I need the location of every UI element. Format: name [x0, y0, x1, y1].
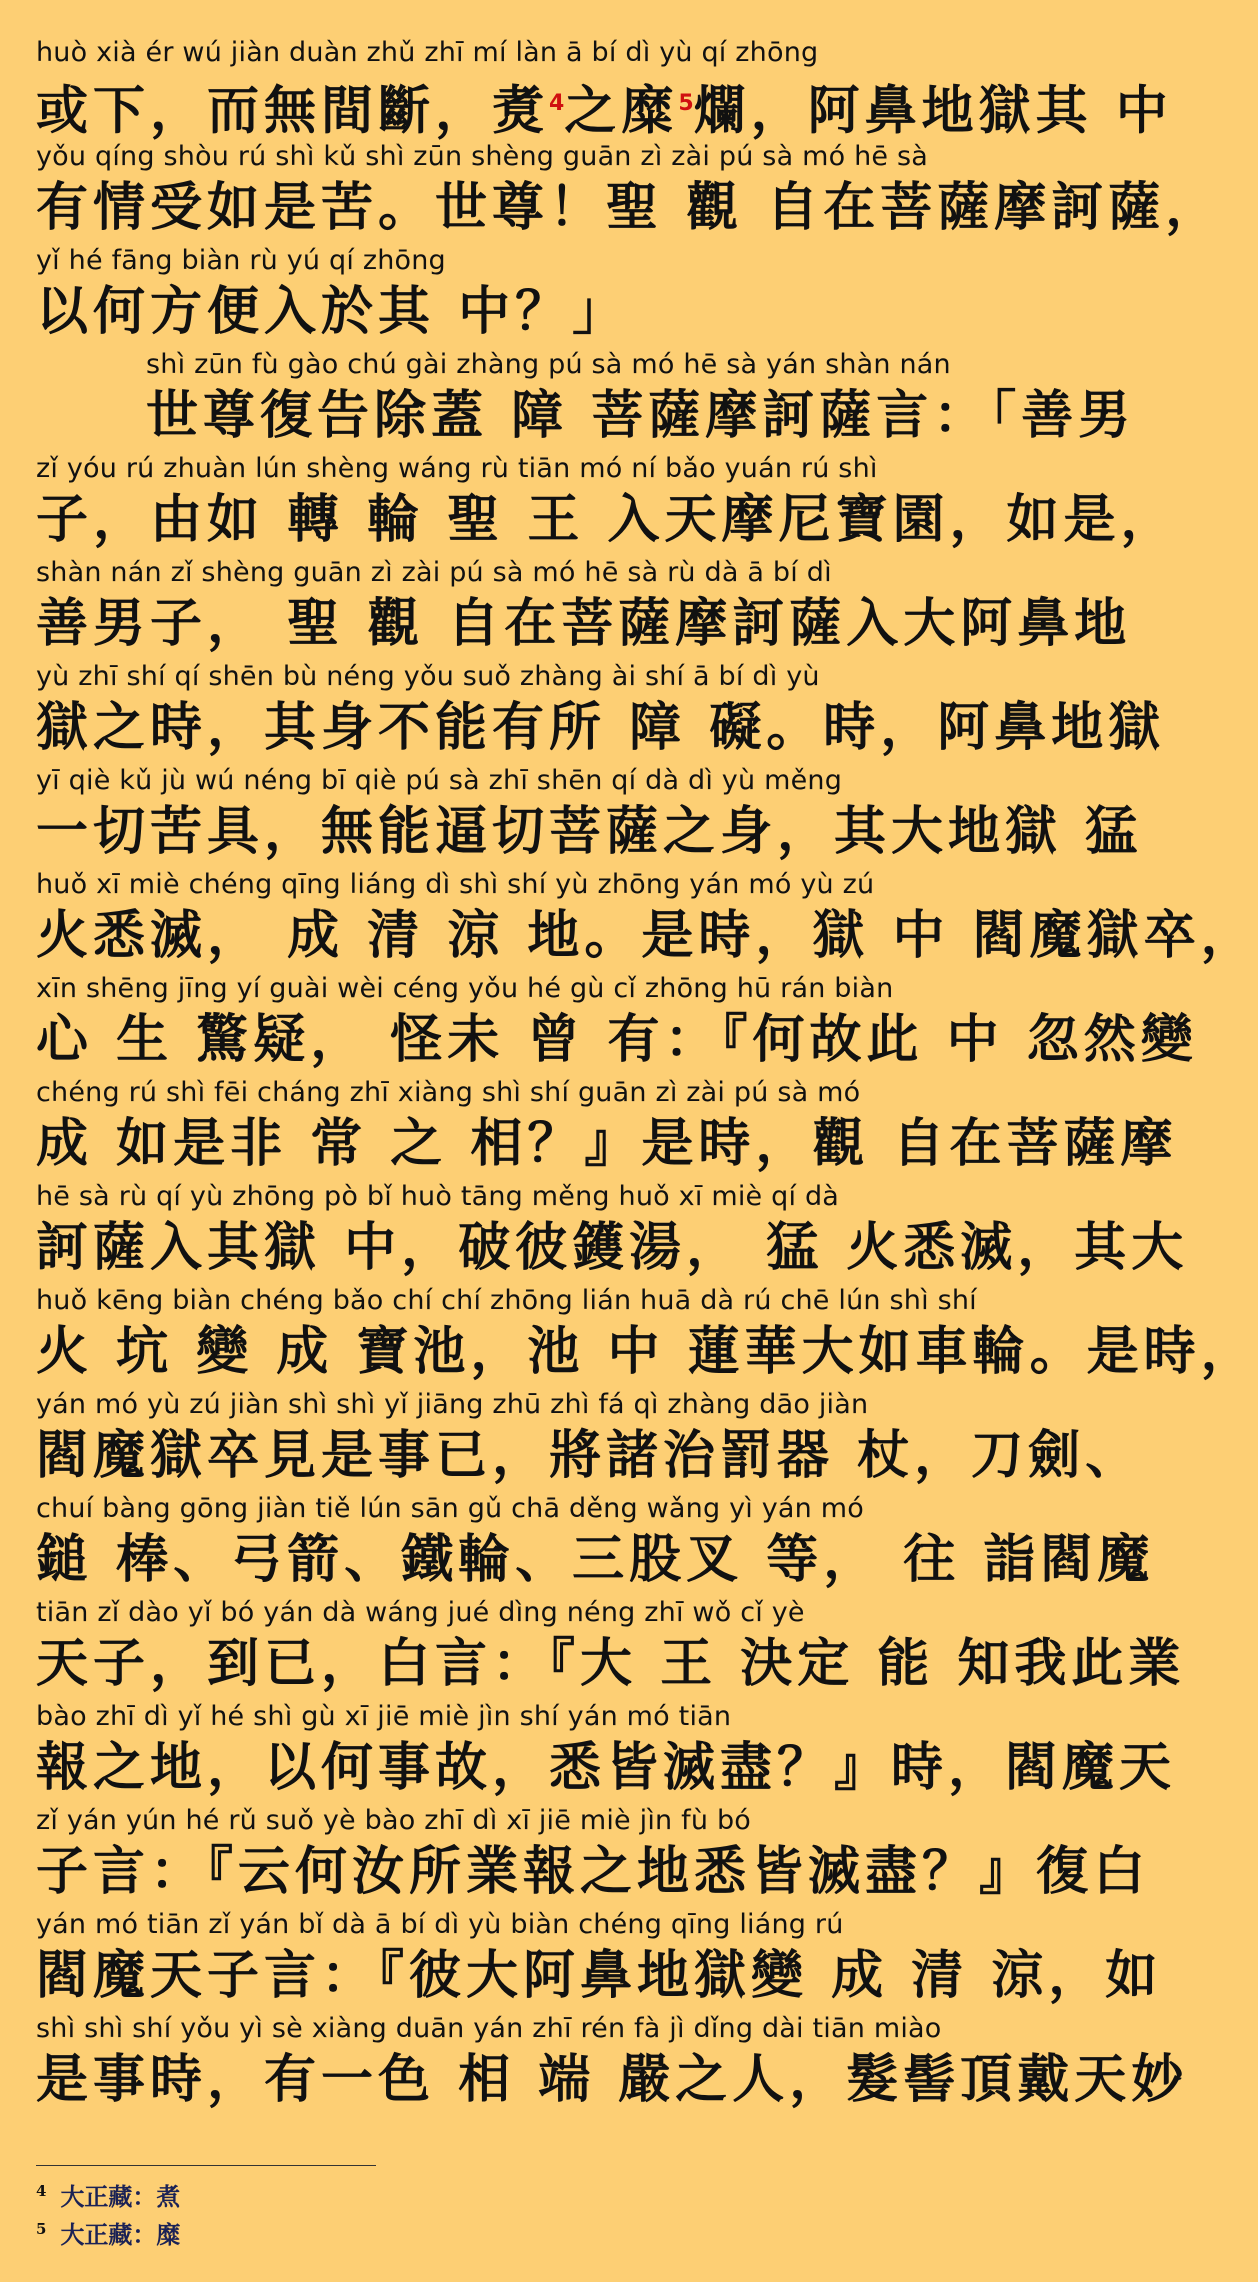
hanzi-segment: 之糜	[564, 81, 679, 142]
pinyin-row: shì zūn fù gào chú gài zhàng pú sà mó hē sà yán shàn nán	[146, 349, 951, 380]
hanzi-row: 成 如是非 常 之 相？』是時，觀 自在菩薩摩	[36, 1114, 1178, 1174]
verse-line	[36, 554, 1132, 658]
hanzi-row: 世尊復告除蓋 障 菩薩摩訶薩言：「善男	[146, 386, 1136, 446]
pinyin-row: yù zhī shí qí shēn bù néng yǒu suǒ zhàng ài shí ā bí dì yù	[36, 661, 820, 692]
hanzi-row: 子，由如 轉 輪 聖 王 入天摩尼寶園，如是，	[36, 490, 1178, 550]
pinyin-row: hē sà rù qí yù zhōng pò bǐ huò tāng měng huǒ xī miè qí dà	[36, 1181, 840, 1212]
pinyin-row: bào zhī dì yǐ hé shì gù xī jiē miè jìn shí yán mó tiān	[36, 1701, 732, 1732]
hanzi-row	[36, 72, 1173, 142]
verse-line	[36, 1698, 1177, 1802]
hanzi-segment: 爛，阿鼻地獄其 中	[693, 81, 1173, 142]
footnote	[36, 2212, 181, 2249]
pinyin-row: yǐ hé fāng biàn rù yú qí zhōng	[36, 245, 446, 276]
hanzi-row: 善男子， 聖 觀 自在菩薩摩訶薩入大阿鼻地	[36, 594, 1132, 654]
pinyin-row: tiān zǐ dào yǐ bó yán dà wáng jué dìng néng zhī wǒ cǐ yè	[36, 1597, 805, 1628]
verse-line	[36, 1074, 1178, 1178]
footnote-text: 大正藏：煮	[60, 2182, 181, 2211]
pinyin-row: huò xià ér wú jiàn duàn zhǔ zhī mí làn ā bí dì yù qí zhōng	[36, 37, 819, 68]
verse-line	[36, 242, 1044, 346]
hanzi-row: 閻魔天子言：『彼大阿鼻地獄變 成 清 涼，如	[36, 1946, 1163, 2006]
verse-line	[36, 1490, 1155, 1594]
verse-line	[36, 1386, 1143, 1490]
verse-line	[36, 866, 1258, 970]
hanzi-row: 心 生 驚疑， 怪未 曾 有：『何故此 中 忽然變	[36, 1010, 1198, 1070]
hanzi-row: 子言：『云何汝所業報之地悉皆滅盡？』復白	[36, 1842, 1151, 1902]
hanzi-row: 以何方便入於其 中？」	[36, 282, 630, 342]
pinyin-row: yǒu qíng shòu rú shì kǔ shì zūn shèng guān zì zài pú sà mó hē sà	[36, 141, 929, 172]
verse-line	[36, 970, 1198, 1074]
hanzi-row: 火 坑 變 成 寶池，池 中 蓮華大如車輪。是時，	[36, 1322, 1258, 1382]
verse-line	[36, 1178, 1189, 1282]
hanzi-row: 一切苦具，無能逼切菩薩之身，其大地獄 猛	[36, 802, 1143, 862]
pinyin-row: zǐ yóu rú zhuàn lún shèng wáng rù tiān mó ní bǎo yuán rú shì	[36, 453, 878, 484]
footnote-number: 4	[36, 2182, 47, 2200]
hanzi-row: 報之地，以何事故，悉皆滅盡？』時，閻魔天	[36, 1738, 1177, 1798]
pinyin-row: xīn shēng jīng yí guài wèi céng yǒu hé gù cǐ zhōng hū rán biàn	[36, 973, 894, 1004]
hanzi-row: 閻魔獄卒見是事已，將諸治罰器 杖，刀劍、	[36, 1426, 1143, 1486]
hanzi-segment: 或下，而無間斷，煑	[36, 81, 550, 142]
verse-line	[36, 2010, 1189, 2114]
pinyin-row: yán mó tiān zǐ yán bǐ dà ā bí dì yù biàn chéng qīng liáng rú	[36, 1909, 844, 1940]
verse-line	[36, 346, 1136, 450]
pinyin-row: chéng rú shì fēi cháng zhī xiàng shì shí guān zì zài pú sà mó	[36, 1077, 861, 1108]
hanzi-row: 訶薩入其獄 中，破彼鑊湯， 猛 火悉滅，其大	[36, 1218, 1189, 1278]
footnote-marker[interactable]: 5	[678, 91, 694, 116]
verse-line	[36, 1906, 1163, 2010]
hanzi-row: 天子，到已，白言：『大 王 決定 能 知我此業	[36, 1634, 1186, 1694]
pinyin-row: zǐ yán yún hé rǔ suǒ yè bào zhī dì xī jiē miè jìn fù bó	[36, 1805, 752, 1836]
pinyin-row: yán mó yù zú jiàn shì shì yǐ jiāng zhū zhì fá qì zhàng dāo jiàn	[36, 1389, 869, 1420]
pinyin-row: shì shì shí yǒu yì sè xiàng duān yán zhī rén fà jì dǐng dài tiān miào	[36, 2013, 942, 2044]
verse-line	[36, 34, 1173, 142]
pinyin-row: yī qiè kǔ jù wú néng bī qiè pú sà zhī shēn qí dà dì yù měng	[36, 765, 843, 796]
verse-line	[36, 762, 1143, 866]
verse-line	[36, 450, 1178, 554]
hanzi-row: 鎚 棒、弓箭、鐵輪、三股叉 等， 往 詣閻魔	[36, 1530, 1155, 1590]
footnote-text: 大正藏：糜	[60, 2220, 181, 2249]
pinyin-row: huǒ xī miè chéng qīng liáng dì shì shí yù zhōng yán mó yù zú	[36, 869, 875, 900]
verse-line	[36, 138, 1223, 242]
footnote	[36, 2174, 181, 2211]
hanzi-row: 有情受如是苦。世尊！聖 觀 自在菩薩摩訶薩，	[36, 178, 1223, 238]
verse-line	[36, 1802, 1151, 1906]
verse-line	[36, 1594, 1186, 1698]
pinyin-row: shàn nán zǐ shèng guān zì zài pú sà mó hē sà rù dà ā bí dì	[36, 557, 832, 588]
verse-line	[36, 658, 1166, 762]
footnote-marker[interactable]: 4	[549, 91, 565, 116]
footnote-number: 5	[36, 2220, 47, 2238]
hanzi-row: 獄之時，其身不能有所 障 礙。時，阿鼻地獄	[36, 698, 1166, 758]
footnote-divider	[36, 2165, 376, 2166]
pinyin-row: huǒ kēng biàn chéng bǎo chí chí zhōng lián huā dà rú chē lún shì shí	[36, 1285, 977, 1316]
hanzi-row: 是事時，有一色 相 端 嚴之人，髮髻頂戴天妙	[36, 2050, 1189, 2110]
verse-line	[36, 1282, 1258, 1386]
pinyin-row: chuí bàng gōng jiàn tiě lún sān gǔ chā děng wǎng yì yán mó	[36, 1493, 864, 1524]
hanzi-row: 火悉滅， 成 清 涼 地。是時，獄 中 閻魔獄卒，	[36, 906, 1258, 966]
